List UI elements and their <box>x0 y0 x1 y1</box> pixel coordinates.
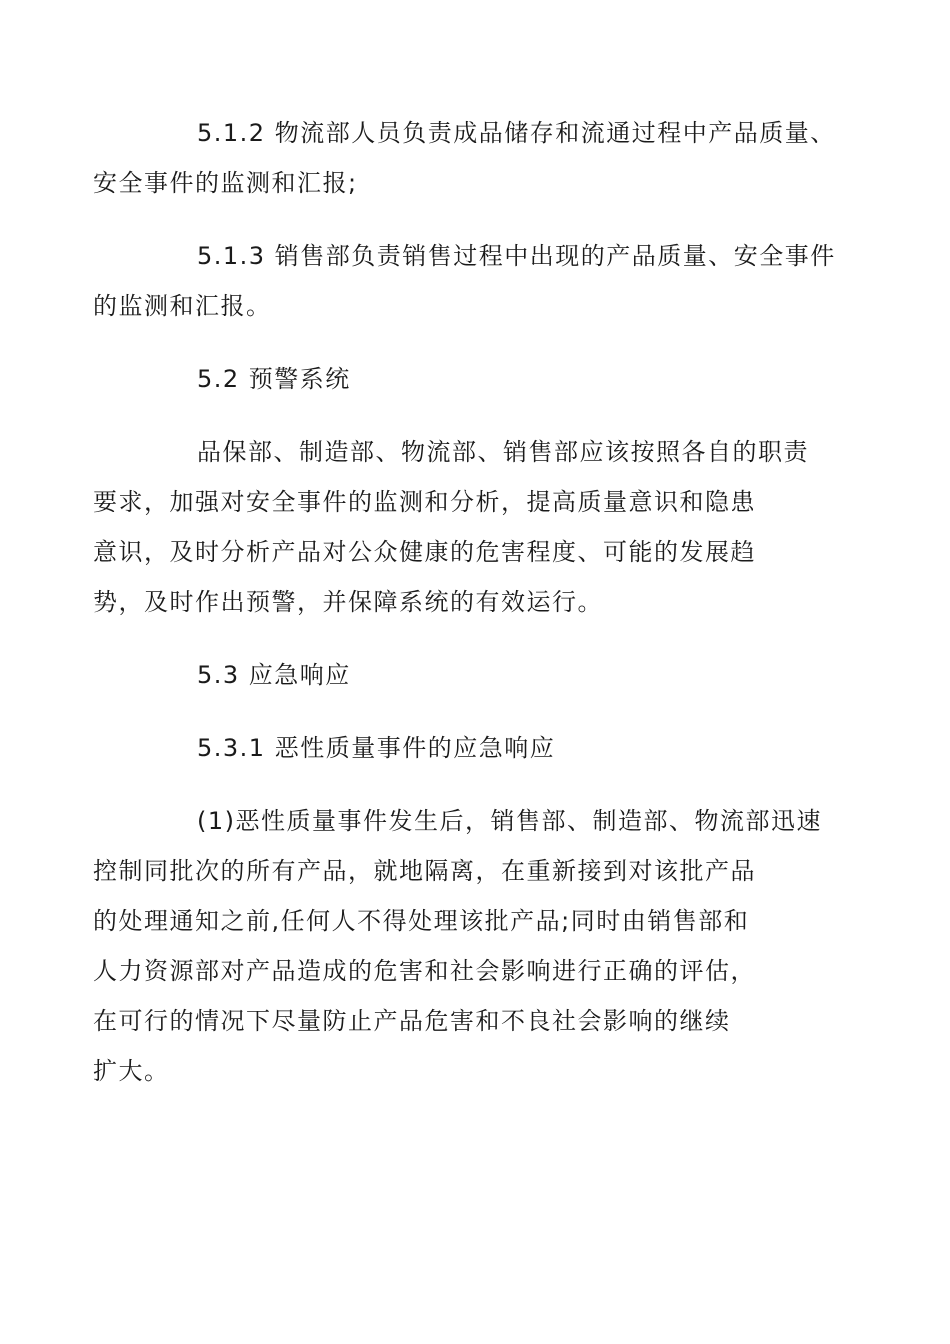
paragraph-5-2-body <box>93 427 809 627</box>
section-heading: 5.3 应急响应 <box>197 661 351 689</box>
text-line: 品保部、制造部、物流部、销售部应该按照各自的职责 <box>197 438 809 466</box>
section-heading: 5.2 预警系统 <box>197 365 351 393</box>
text-line: 5.1.2 物流部人员负责成品储存和流通过程中产品质量、 <box>197 119 836 147</box>
text-line: 在可行的情况下尽量防止产品危害和不良社会影响的继续 <box>93 1007 731 1035</box>
text-line: 5.1.3 销售部负责销售过程中出现的产品质量、安全事件 <box>197 242 836 270</box>
text-line: 意识，及时分析产品对公众健康的危害程度、可能的发展趋 <box>93 538 756 566</box>
paragraph-5-1-2 <box>93 108 836 208</box>
text-line: 的处理通知之前,任何人不得处理该批产品;同时由销售部和 <box>93 907 750 935</box>
text-line: (1)恶性质量事件发生后，销售部、制造部、物流部迅速 <box>197 807 822 835</box>
heading-5-3 <box>145 650 809 700</box>
text-line: 势，及时作出预警，并保障系统的有效运行。 <box>93 588 603 616</box>
section-heading: 5.3.1 恶性质量事件的应急响应 <box>197 734 556 762</box>
heading-5-2 <box>145 354 809 404</box>
paragraph-5-3-1-body <box>93 796 822 1096</box>
document-page <box>93 108 836 1096</box>
text-line: 控制同批次的所有产品，就地隔离，在重新接到对该批产品 <box>93 857 756 885</box>
text-line: 安全事件的监测和汇报; <box>93 169 358 197</box>
text-line: 扩大。 <box>93 1057 170 1085</box>
text-line: 要求，加强对安全事件的监测和分析，提高质量意识和隐患 <box>93 488 756 516</box>
text-line: 人力资源部对产品造成的危害和社会影响进行正确的评估， <box>93 957 756 985</box>
text-line: 的监测和汇报。 <box>93 292 272 320</box>
heading-5-3-1 <box>145 723 809 773</box>
paragraph-5-1-3 <box>93 231 836 331</box>
